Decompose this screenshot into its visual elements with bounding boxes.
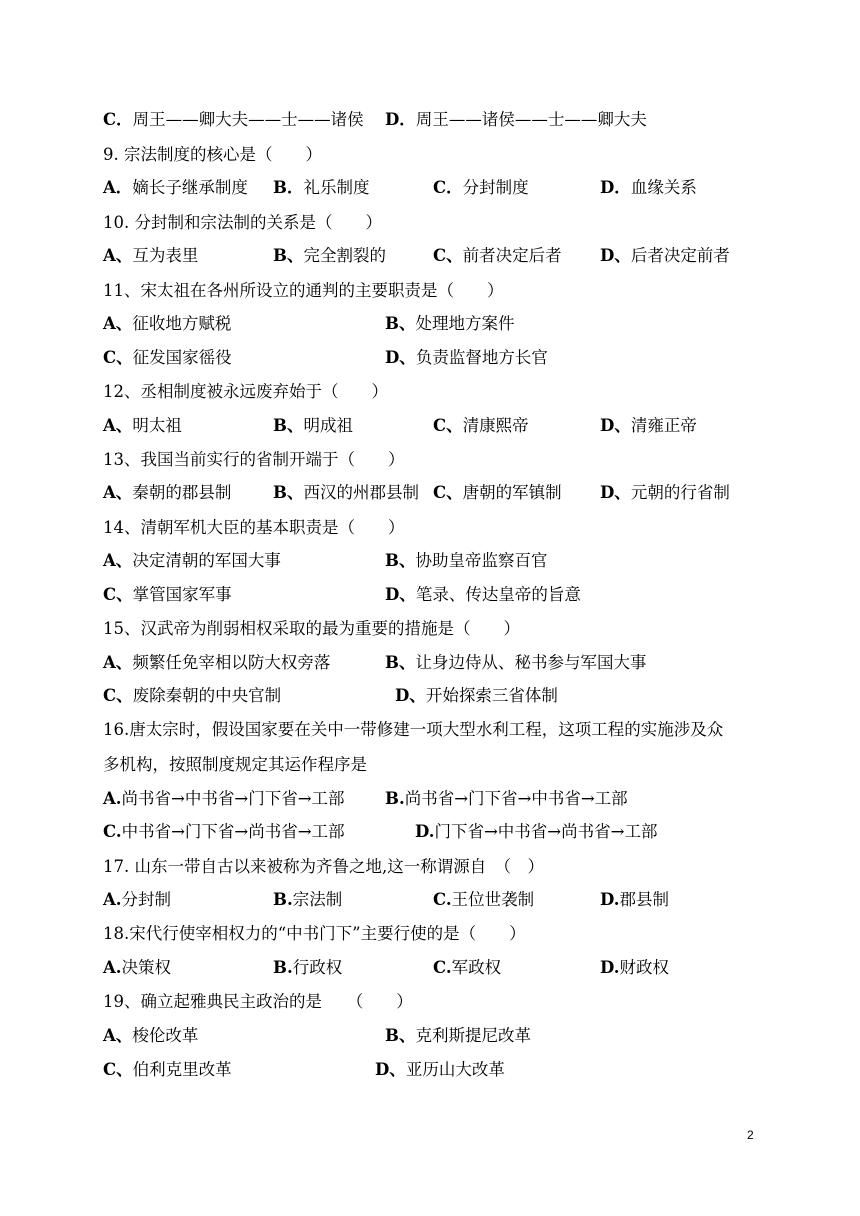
option-letter: D． xyxy=(385,110,416,129)
option-letter: D、 xyxy=(600,483,631,502)
answer-option xyxy=(385,583,581,607)
answer-option xyxy=(103,108,364,132)
option-letter: D、 xyxy=(600,246,631,265)
option-letter: A、 xyxy=(103,246,133,265)
answer-option xyxy=(103,583,232,607)
answer-option xyxy=(385,312,514,336)
option-text: 处理地方案件 xyxy=(415,314,515,333)
option-letter: A. xyxy=(103,789,122,808)
option-letter: D、 xyxy=(600,416,631,435)
answer-option xyxy=(415,820,657,844)
option-letter: C. xyxy=(433,890,452,909)
option-letter: B． xyxy=(273,178,304,197)
question-text: 13、我国当前实行的省制开端于（ ） xyxy=(103,450,405,469)
question-text: 11、宋太祖在各州所设立的通判的主要职责是（ ） xyxy=(103,281,504,300)
option-letter: A、 xyxy=(103,416,133,435)
answer-option xyxy=(375,1058,505,1082)
question-text: 10. 分封制和宗法制的关系是（ ） xyxy=(103,213,382,232)
option-text: 秦朝的郡县制 xyxy=(132,483,232,502)
option-letter: D. xyxy=(415,822,435,841)
option-text: 唐朝的军镇制 xyxy=(462,483,562,502)
option-letter: B. xyxy=(273,958,293,977)
answer-option xyxy=(385,1024,531,1048)
option-text: 克利斯提尼改革 xyxy=(415,1026,531,1045)
answer-option xyxy=(103,346,232,370)
question-text: 18.宋代行使宰相权力的“中书门下”主要行使的是（ ） xyxy=(103,924,526,943)
option-text: 西汉的州郡县制 xyxy=(303,483,419,502)
option-text: 周王——卿大夫——士——诸侯 xyxy=(132,110,364,129)
option-text: 互为表里 xyxy=(132,246,199,265)
answer-option xyxy=(103,244,198,268)
option-text: 血缘关系 xyxy=(630,178,697,197)
answer-option xyxy=(273,414,353,438)
answer-option xyxy=(103,888,171,912)
option-text: 分封制 xyxy=(121,890,172,909)
question-text: 16.唐太宗时，假设国家要在关中一带修建一项大型水利工程，这项工程的实施涉及众 xyxy=(103,720,724,739)
option-letter: C． xyxy=(103,110,133,129)
option-letter: D. xyxy=(600,890,620,909)
answer-option xyxy=(103,1058,232,1082)
option-letter: B、 xyxy=(273,246,304,265)
option-letter: B、 xyxy=(273,416,304,435)
option-text: 军政权 xyxy=(451,958,502,977)
option-letter: C. xyxy=(433,958,452,977)
option-text: 中书省→门下省→尚书省→工部 xyxy=(121,822,345,841)
option-letter: A. xyxy=(103,958,122,977)
option-text: 前者决定后者 xyxy=(462,246,562,265)
option-text: 财政权 xyxy=(619,958,669,977)
answer-option xyxy=(395,684,558,708)
option-text: 后者决定前者 xyxy=(630,246,730,265)
answer-option xyxy=(103,549,281,573)
answer-option xyxy=(600,176,697,200)
answer-option xyxy=(600,481,730,505)
answer-option xyxy=(273,481,419,505)
answer-option xyxy=(103,820,345,844)
option-letter: C. xyxy=(103,822,122,841)
option-letter: C． xyxy=(433,178,463,197)
answer-option xyxy=(103,176,248,200)
answer-option xyxy=(385,651,646,675)
option-letter: C、 xyxy=(433,416,463,435)
answer-option xyxy=(273,244,386,268)
answer-option xyxy=(600,244,730,268)
answer-option xyxy=(433,244,562,268)
option-text: 清康熙帝 xyxy=(462,416,529,435)
option-text: 清雍正帝 xyxy=(630,416,697,435)
answer-option xyxy=(433,414,529,438)
question-text: 多机构，按照制度规定其运作程序是 xyxy=(103,755,367,774)
option-letter: C、 xyxy=(103,585,133,604)
option-letter: B、 xyxy=(385,314,416,333)
option-letter: B、 xyxy=(385,551,416,570)
option-text: 负责监督地方长官 xyxy=(415,348,548,367)
answer-option xyxy=(103,787,345,811)
question-text: 15、汉武帝为削弱相权采取的最为重要的措施是（ ） xyxy=(103,619,520,638)
option-text: 完全割裂的 xyxy=(303,246,386,265)
option-letter: B、 xyxy=(385,1026,416,1045)
page-number: 2 xyxy=(747,1128,754,1142)
option-text: 协助皇帝监察百官 xyxy=(415,551,548,570)
answer-option xyxy=(433,481,562,505)
answer-option xyxy=(273,888,342,912)
option-text: 决定清朝的军国大事 xyxy=(132,551,281,570)
answer-option xyxy=(273,956,342,980)
answer-option xyxy=(433,176,529,200)
option-text: 决策权 xyxy=(121,958,172,977)
option-letter: C、 xyxy=(103,348,133,367)
option-text: 尚书省→门下省→中书省→工部 xyxy=(404,789,628,808)
answer-option xyxy=(385,108,647,132)
answer-option xyxy=(103,312,231,336)
option-letter: D． xyxy=(600,178,631,197)
option-letter: D、 xyxy=(385,348,416,367)
option-letter: A、 xyxy=(103,314,133,333)
answer-option xyxy=(600,414,697,438)
option-letter: A、 xyxy=(103,483,133,502)
option-text: 元朝的行省制 xyxy=(630,483,730,502)
answer-option xyxy=(600,888,669,912)
answer-option xyxy=(600,956,669,980)
option-text: 废除秦朝的中央官制 xyxy=(132,686,282,705)
option-letter: B. xyxy=(273,890,293,909)
option-letter: C、 xyxy=(433,483,463,502)
option-text: 征发国家徭役 xyxy=(132,348,232,367)
answer-option xyxy=(103,651,330,675)
option-letter: C、 xyxy=(433,246,463,265)
option-text: 开始探索三省体制 xyxy=(425,686,558,705)
question-text: 12、丞相制度被永远废弃始于（ ） xyxy=(103,382,388,401)
option-letter: D. xyxy=(600,958,620,977)
option-text: 明太祖 xyxy=(132,416,182,435)
option-letter: A、 xyxy=(103,551,133,570)
answer-option xyxy=(385,346,548,370)
option-text: 嫡长子继承制度 xyxy=(132,178,248,197)
answer-option xyxy=(103,1024,198,1048)
option-letter: A、 xyxy=(103,653,133,672)
option-letter: D、 xyxy=(385,585,416,604)
option-text: 掌管国家军事 xyxy=(132,585,232,604)
option-text: 王位世袭制 xyxy=(451,890,535,909)
option-text: 门下省→中书省→尚书省→工部 xyxy=(434,822,658,841)
option-letter: C、 xyxy=(103,686,133,705)
option-text: 伯利克里改革 xyxy=(132,1060,232,1079)
option-text: 频繁任免宰相以防大权旁落 xyxy=(132,653,331,672)
question-text: 19、确立起雅典民主政治的是 （ ） xyxy=(103,992,413,1011)
question-text: 9. 宗法制度的核心是（ ） xyxy=(103,145,322,164)
option-letter: C、 xyxy=(103,1060,133,1079)
option-text: 梭伦改革 xyxy=(132,1026,199,1045)
answer-option xyxy=(103,956,171,980)
answer-option xyxy=(385,549,547,573)
question-text: 14、清朝军机大臣的基本职责是（ ） xyxy=(103,518,405,537)
option-letter: D、 xyxy=(375,1060,406,1079)
option-text: 行政权 xyxy=(292,958,343,977)
option-letter: B、 xyxy=(273,483,304,502)
option-text: 征收地方赋税 xyxy=(132,314,232,333)
option-letter: A． xyxy=(103,178,133,197)
option-text: 尚书省→中书省→门下省→工部 xyxy=(121,789,345,808)
answer-option xyxy=(103,414,182,438)
option-text: 让身边侍从、秘书参与军国大事 xyxy=(415,653,647,672)
option-letter: A. xyxy=(103,890,122,909)
question-text: 17. 山东一带自古以来被称为齐鲁之地,这一称谓源自 （ ） xyxy=(103,857,544,876)
option-letter: D、 xyxy=(395,686,426,705)
answer-option xyxy=(433,888,534,912)
answer-option xyxy=(103,481,231,505)
option-text: 明成祖 xyxy=(303,416,353,435)
option-text: 周王——诸侯——士——卿大夫 xyxy=(415,110,647,129)
option-text: 笔录、传达皇帝的旨意 xyxy=(415,585,581,604)
option-text: 亚历山大改革 xyxy=(405,1060,505,1079)
option-text: 郡县制 xyxy=(619,890,669,909)
answer-option xyxy=(273,176,369,200)
answer-option xyxy=(385,787,628,811)
option-letter: A、 xyxy=(103,1026,133,1045)
answer-option xyxy=(433,956,501,980)
option-letter: B. xyxy=(385,789,405,808)
answer-option xyxy=(103,684,281,708)
option-text: 礼乐制度 xyxy=(303,178,370,197)
option-text: 分封制度 xyxy=(462,178,529,197)
option-text: 宗法制 xyxy=(292,890,343,909)
option-letter: B、 xyxy=(385,653,416,672)
